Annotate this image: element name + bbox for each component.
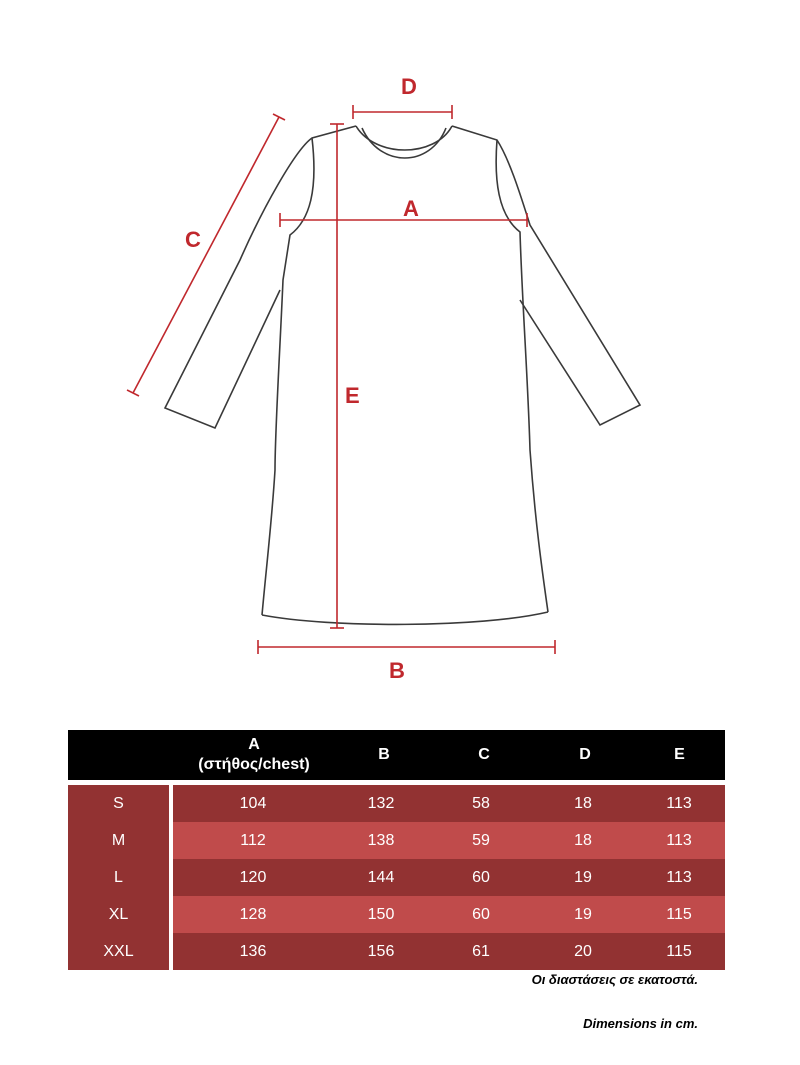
units-note-greek: Οι διαστάσεις σε εκατοστά. [531,972,698,987]
header-a-sub: (στήθος/chest) [198,756,310,773]
label-b: B [389,658,405,683]
measure-c-line [133,117,279,393]
size-cell: XL [68,896,169,933]
header-b: B [378,746,390,763]
table-row [173,785,725,822]
label-c: C [185,227,201,252]
cell-e: 113 [666,868,692,886]
cell-a: 120 [239,868,267,886]
cell-d: 19 [574,868,592,886]
table-row [173,859,725,896]
cell-b: 138 [367,831,395,849]
table-row [173,933,725,970]
cell-c: 59 [472,831,490,849]
cell-d: 19 [574,905,592,923]
size-cell: M [68,822,169,859]
cell-a: 128 [239,905,267,923]
cell-b: 150 [367,905,395,923]
cell-c: 60 [472,868,490,886]
cell-b: 156 [367,942,395,960]
header-size-cell [68,730,172,780]
size-cell: XXL [68,933,169,970]
cell-a: 112 [240,831,266,849]
measurement-lines [127,105,555,654]
cell-a: 136 [239,942,267,960]
size-cell: L [68,859,169,896]
values-block [173,785,725,970]
cell-e: 113 [666,831,692,849]
cell-a: 104 [239,794,267,812]
header-a-letter: A [248,736,260,753]
label-a: A [403,196,419,221]
header-d: D [579,746,591,763]
cell-e: 113 [666,794,692,812]
table-row [173,896,725,933]
cell-c: 61 [472,942,490,960]
cell-e: 115 [666,905,692,923]
header-e: E [674,746,685,763]
cell-d: 18 [574,794,592,812]
header-c: C [478,746,490,763]
cell-d: 18 [574,831,592,849]
table-body [68,785,725,970]
label-d: D [401,74,417,99]
cell-d: 20 [574,942,592,960]
cell-b: 132 [367,794,395,812]
size-chart-table [68,730,725,970]
header-a [172,730,336,780]
cell-c: 60 [472,905,490,923]
size-column [68,785,169,970]
label-e: E [345,383,360,408]
cell-b: 144 [367,868,395,886]
table-row [173,822,725,859]
cell-c: 58 [472,794,490,812]
table-header [68,730,725,780]
size-cell: S [68,785,169,822]
cell-e: 115 [666,942,692,960]
units-note-english: Dimensions in cm. [583,1016,698,1031]
